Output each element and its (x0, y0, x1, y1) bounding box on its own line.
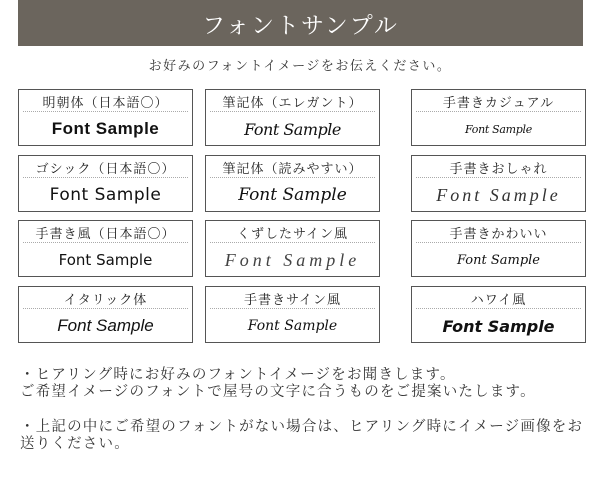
page-title-banner (18, 0, 583, 46)
font-card-handwritten-signature (205, 286, 380, 343)
font-sample-text: Font Sample (442, 316, 555, 336)
font-card-title: 手書きおしゃれ (449, 162, 548, 177)
font-card-title: イタリック体 (63, 293, 148, 308)
page-title: フォントサンプル (202, 12, 399, 39)
font-card-title: ハワイ風 (470, 293, 527, 308)
font-card-handwriting (18, 220, 193, 277)
font-sample-text: Font Sample (58, 251, 153, 269)
font-card-mincho (18, 89, 193, 146)
font-sample-text: Font Sample (465, 122, 532, 136)
divider (210, 308, 375, 309)
note-no-match: ・上記の中にご希望のフォントがない場合は、ヒアリング時にイメージ画像をお送りください。 (20, 419, 584, 452)
font-card-title: 手書きかわいい (449, 227, 548, 242)
divider (210, 111, 375, 112)
divider (23, 111, 188, 112)
divider (23, 308, 188, 309)
font-sample-text: Font Sample (238, 185, 347, 205)
font-card-handwritten-casual (411, 89, 586, 146)
font-card-title: 筆記体（エレガント） (222, 96, 363, 111)
font-card-title: 筆記体（読みやすい） (222, 162, 363, 177)
font-card-gothic (18, 155, 193, 212)
font-card-loose-signature (205, 220, 380, 277)
divider (210, 242, 375, 243)
font-sample-text: Font Sample (51, 119, 160, 138)
font-card-script-readable (205, 155, 380, 212)
font-sample-text: Font Sample (247, 318, 338, 334)
font-sample-text: Font Sample (57, 316, 154, 335)
font-card-handwritten-cute (411, 220, 586, 277)
subtitle: お好みのフォントイメージをお伝えください。 (148, 59, 452, 74)
divider (416, 308, 581, 309)
divider (416, 111, 581, 112)
font-card-title: 手書きカジュアル (442, 96, 555, 111)
font-card-italic (18, 286, 193, 343)
font-sample-text: Font Sample (436, 184, 561, 205)
font-sample-grid (18, 89, 583, 346)
font-card-title: ゴシック（日本語〇） (35, 162, 176, 177)
font-sample-text: Font Sample (244, 119, 341, 139)
font-card-handwritten-stylish (411, 155, 586, 212)
note-hearing: ・ヒアリング時にお好みのフォントイメージをお聞きします。 ご希望イメージのフォントで屋号の文字に合うものをご提案いたします。 (20, 367, 536, 400)
font-card-title: くずしたサイン風 (236, 227, 349, 242)
font-card-script-elegant (205, 89, 380, 146)
divider (416, 242, 581, 243)
divider (210, 177, 375, 178)
font-card-hawaiian (411, 286, 586, 343)
font-card-title: 手書きサイン風 (243, 293, 342, 308)
divider (23, 242, 188, 243)
font-sample-text: Font Sample (49, 185, 162, 205)
notes (20, 367, 590, 471)
divider (23, 177, 188, 178)
font-sample-text: Font Sample (224, 249, 361, 270)
divider (416, 177, 581, 178)
font-card-title: 手書き風（日本語〇） (35, 227, 176, 242)
font-card-title: 明朝体（日本語〇） (42, 96, 169, 111)
font-sample-text: Font Sample (456, 252, 541, 268)
